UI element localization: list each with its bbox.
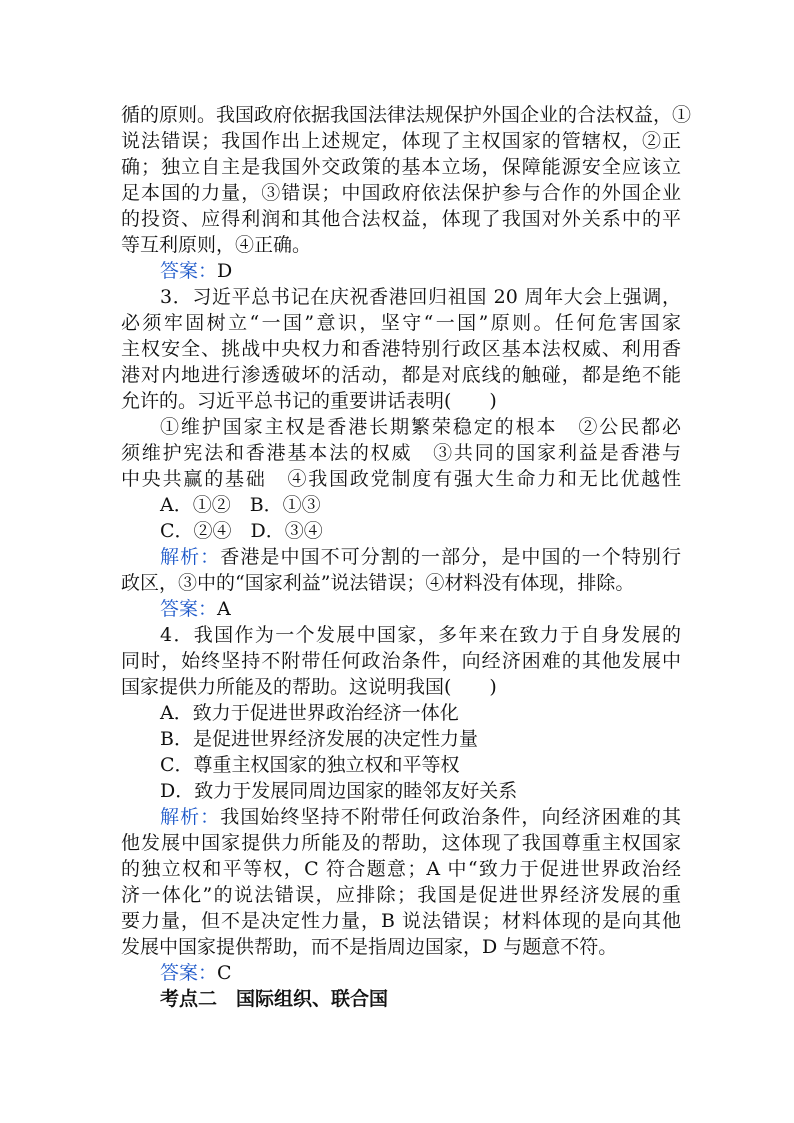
- analysis-line: 要力量，但不是决定性力量，B 说法错误；材料体现的是向其他: [121, 910, 681, 932]
- question-stem-line: 允许的。习近平总书记的重要讲话表明( ): [121, 390, 497, 412]
- statement-line: ①维护国家主权是香港长期繁荣稳定的根本 ②公民都必: [160, 416, 681, 438]
- analysis-label: 解析：: [160, 546, 221, 568]
- analysis-line: 确；独立自主是我国外交政策的基本立场，保障能源安全应该立: [121, 156, 681, 178]
- analysis-line: 济一体化”的说法错误，应排除；我国是促进世界经济发展的重: [121, 884, 681, 906]
- option-line: A．①② B．①③: [160, 494, 321, 516]
- answer-value: D: [217, 260, 233, 282]
- section-heading: 考点二 国际组织、联合国: [160, 988, 389, 1010]
- analysis-line: [160, 804, 681, 830]
- answer-line: [160, 596, 681, 622]
- analysis-line: 足本国的力量，③错误；中国政府依法保护参与合作的外国企业: [121, 182, 681, 204]
- question-stem-line: 主权安全、挑战中央权力和香港特别行政区基本法权威、利用香: [121, 338, 681, 360]
- analysis-line: 的独立权和平等权，C 符合题意；A 中“致力于促进世界政治经: [121, 858, 681, 880]
- answer-label: 答案：: [160, 598, 218, 620]
- analysis-line: 等互利原则，④正确。: [121, 234, 312, 256]
- answer-line: [160, 960, 681, 986]
- question-stem-line: 3．习近平总书记在庆祝香港回归祖国 20 周年大会上强调，: [160, 286, 681, 308]
- statement-line: 须维护宪法和香港基本法的权威 ③共同的国家利益是香港与: [121, 442, 681, 464]
- answer-value: C: [217, 962, 232, 984]
- analysis-line: 政区，③中的“国家利益”说法错误；④材料没有体现，排除。: [121, 572, 635, 594]
- analysis-line: 说法错误；我国作出上述规定，体现了主权国家的管辖权，②正: [121, 130, 681, 152]
- question-stem-line: 港对内地进行渗透破坏的活动，都是对底线的触碰，都是绝不能: [121, 364, 681, 386]
- analysis-line: 发展中国家提供帮助，而不是指周边国家，D 与题意不符。: [121, 936, 618, 958]
- analysis-line: 循的原则。我国政府依据我国法律法规保护外国企业的合法权益，①: [121, 104, 692, 126]
- question-stem-line: 同时，始终坚持不附带任何政治条件，向经济困难的其他发展中: [121, 650, 681, 672]
- statement-line: 中央共赢的基础 ④我国政党制度有强大生命力和无比优越性: [121, 468, 681, 490]
- analysis-label: 解析：: [160, 806, 221, 828]
- answer-line: [160, 258, 681, 284]
- option-line: C．尊重主权国家的独立权和平等权: [160, 754, 460, 776]
- answer-label: 答案：: [160, 962, 218, 984]
- question-stem-line: 国家提供力所能及的帮助。这说明我国( ): [121, 676, 497, 698]
- option-line: C．②④ D．③④: [160, 520, 323, 542]
- analysis-text: 香港是中国不可分割的一部分，是中国的一个特别行: [220, 546, 681, 568]
- analysis-line: [160, 544, 681, 570]
- answer-value: A: [217, 598, 231, 620]
- option-line: D．致力于发展同周边国家的睦邻友好关系: [160, 780, 518, 802]
- analysis-line: 的投资、应得利润和其他合法权益，体现了我国对外关系中的平: [121, 208, 681, 230]
- analysis-line: 他发展中国家提供力所能及的帮助，这体现了我国尊重主权国家: [121, 832, 681, 854]
- question-stem-line: 必须牢固树立“一国”意识，坚守“一国”原则。任何危害国家: [121, 312, 681, 334]
- option-line: B．是促进世界经济发展的决定性力量: [160, 728, 478, 750]
- option-line: A．致力于促进世界政治经济一体化: [160, 702, 459, 724]
- answer-label: 答案：: [160, 260, 218, 282]
- analysis-text: 我国始终坚持不附带任何政治条件，向经济困难的其: [220, 806, 681, 828]
- question-stem-line: 4．我国作为一个发展中国家，多年来在致力于自身发展的: [160, 624, 681, 646]
